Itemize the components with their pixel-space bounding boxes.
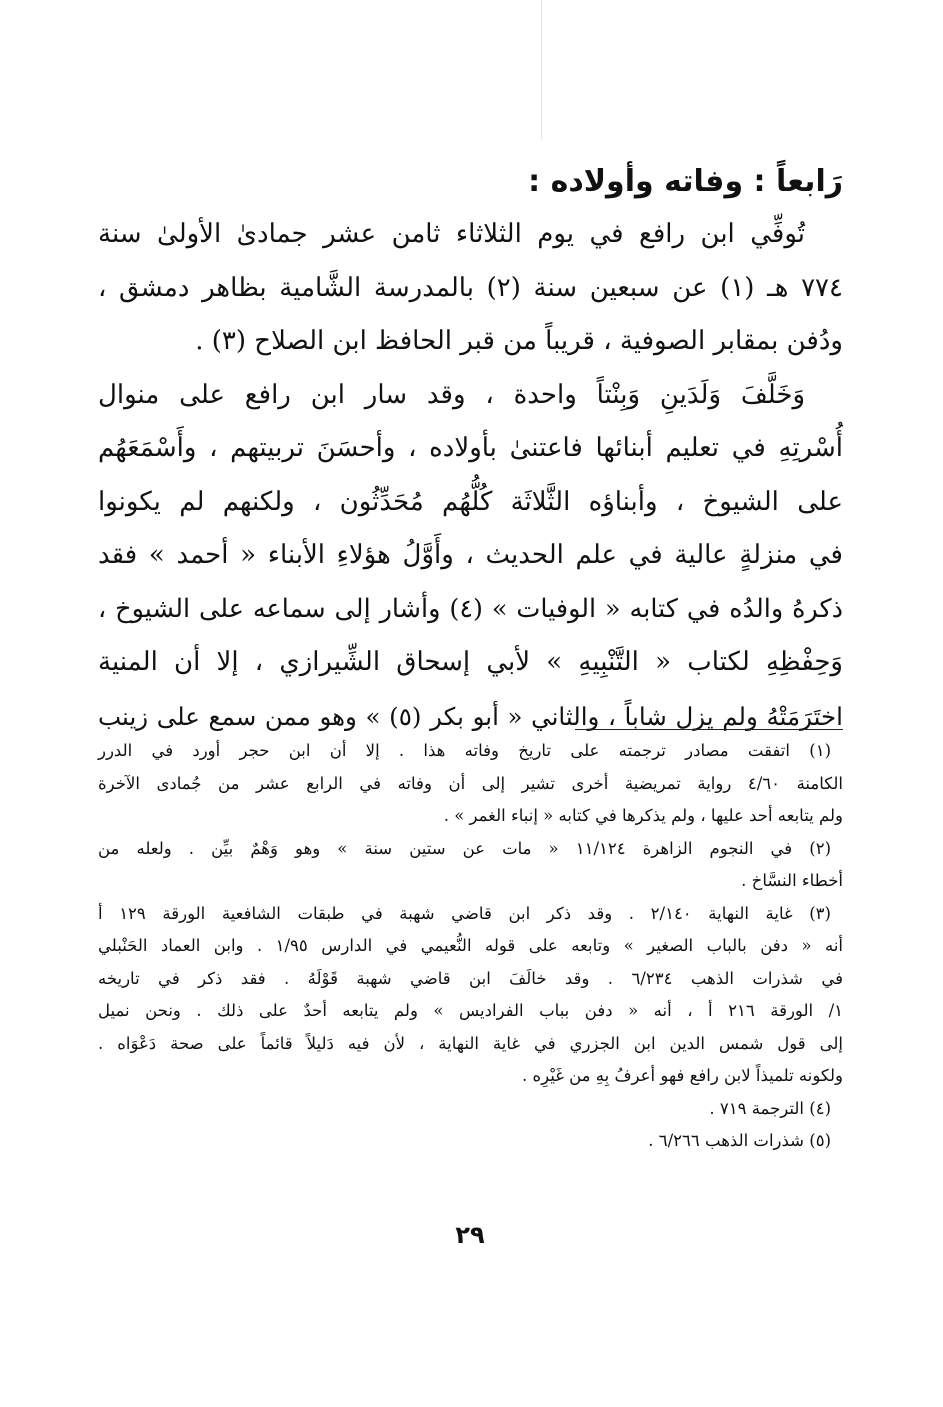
footnote-line: أنه « دفن بالباب الصغير » وتابعه على قوله النُّعيمي في الدارس ١/٩٥ . وابن العماد الحَنْبلي <box>98 936 843 955</box>
text-line: ٧٧٤ هـ (١) عن سبعين سنة (٢) بالمدرسة الشَّامية بظاهر دمشق ، <box>98 272 843 303</box>
text-line: وَخَلَّفَ وَلَدَينِ وَبِنْتاً واحدة ، وقد سار ابن رافع على منوال <box>98 379 805 410</box>
text-line: ودُفن بمقابر الصوفية ، قريباً من قبر الحافظ ابن الصلاح (٣) . <box>195 326 843 356</box>
footnote-divider <box>575 729 843 730</box>
text-line: تُوفِّي ابن رافع في يوم الثلاثاء ثامن عشر جمادىٰ الأولىٰ سنة <box>98 219 805 249</box>
footnote-line: أخطاء النسَّاخ . <box>741 871 843 890</box>
page-number: ٢٩ <box>455 1221 485 1249</box>
footnote-line: الكامنة ٤/٦٠ رواية تمريضية أخرى تشير إلى أن وفاته في الرابع عشر من جُمادى الآخرة <box>98 773 843 793</box>
footnote-line: (٥) شذرات الذهب ٦/٢٦٦ . <box>648 1131 831 1150</box>
main-text <box>98 208 843 743</box>
footnote-line: ولم يتابعه أحد عليها ، ولم يذكرها في كتابه « إنباء الغمر » . <box>443 806 843 825</box>
footnote-line: ١/ الورقة ٢١٦ أ ، أنه « دفن بباب الفراديس » ولم يتابعه أحدٌ على ذلك . ونحن نميل <box>98 1001 843 1020</box>
text-line: وَحِفْظِهِ لكتاب « التَّنْبِيهِ » لأبي إسحاق الشِّيرازي ، إلا أن المنية <box>98 647 843 677</box>
footnote-line: إلى قول شمس الدين ابن الجزري في غاية النهاية ، لأن فيه دَليلاً قائماً على صحة دَعْوَاه . <box>98 1033 843 1053</box>
text-line: ذكرهُ والدُه في كتابه « الوفيات » (٤) وأشار إلى سماعه على الشيوخ ، <box>98 593 843 624</box>
text-line: أُسْرتِهِ في تعليم أبنائها فاعتنىٰ بأولاده ، وأحسَنَ تربيتهم ، وأَسْمَعَهُم <box>98 433 843 463</box>
footnote-line: في شذرات الذهب ٦/٢٣٤ . وقد خالَفَ ابن قاضي شهبة قَوْلَهُ . فقد ذكر في تاريخه <box>98 968 843 988</box>
footnote-line: (٤) الترجمة ٧١٩ . <box>709 1098 831 1118</box>
scan-fold-line <box>541 0 542 140</box>
footnotes <box>98 735 843 1158</box>
text-line: على الشيوخ ، وأبناؤه الثَّلاثَة كُلُّهُم مُحَدِّثُون ، ولكنهم لم يكونوا <box>98 486 843 517</box>
footnote-line: (٣) غاية النهاية ٢/١٤٠ . وقد ذكر ابن قاضي شهبة في طبقات الشافعية الورقة ١٢٩ أ <box>98 903 831 923</box>
section-heading: رَابعاً : وفاته وأولاده : <box>528 164 843 199</box>
text-line: اختَرَمَتْهُ ولم يزل شاباً ، والثاني « أبو بكر (٥) » وهو ممن سمع على زينب <box>98 701 843 731</box>
footnote-line: (١) اتفقت مصادر ترجمته على تاريخ وفاته هذا . إلا أن ابن حجر أورد في الدرر <box>98 741 831 760</box>
footnote-line: ولكونه تلميذاً لابن رافع فهو أعرفُ بِهِ من غَيْرِه . <box>522 1066 843 1085</box>
text-line: في منزلةٍ عالية في علم الحديث ، وأَوَّلُ هؤلاءِ الأبناء « أحمد » فقد <box>98 540 843 570</box>
footnote-line: (٢) في النجوم الزاهرة ١١/١٢٤ « مات عن ستين سنة » وهو وَهْمٌ بيِّن . ولعله من <box>98 838 831 858</box>
